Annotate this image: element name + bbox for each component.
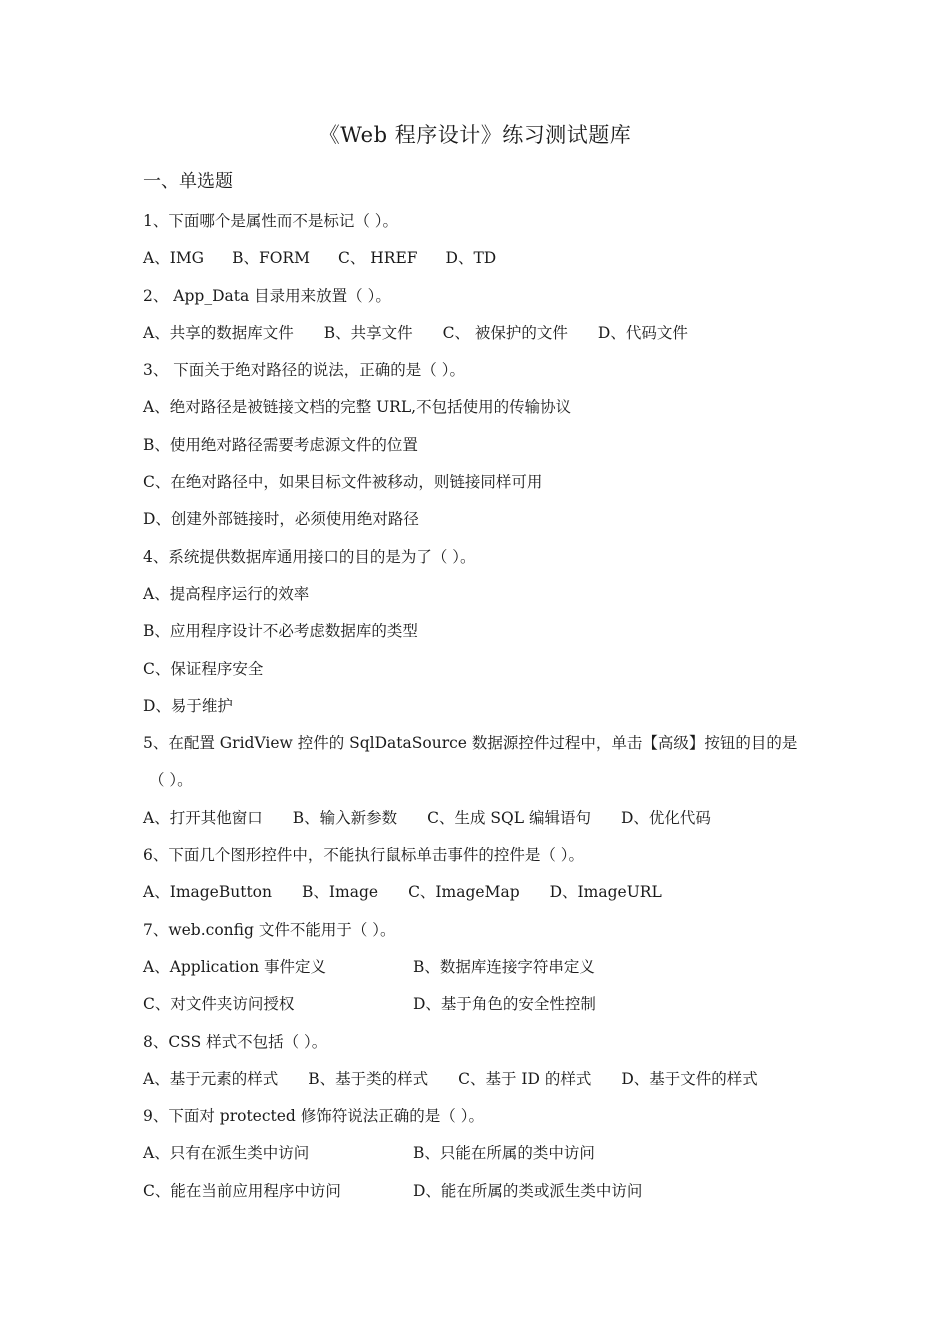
question-7-options-row-1 — [143, 953, 823, 990]
question-6-options — [143, 878, 823, 915]
option-a: A、共享的数据库文件 — [143, 323, 294, 342]
option-d: D、基于文件的样式 — [621, 1069, 758, 1088]
question-9-options-row-2 — [143, 1177, 823, 1214]
question-7-stem: 7、web.config 文件不能用于（ ）。 — [143, 920, 396, 939]
question-5-stem-continuation: （ ）。 — [149, 771, 193, 790]
question-3-option-a: A、绝对路径是被链接文档的完整 URL,不包括使用的传输协议 — [143, 398, 572, 417]
option-b: B、数据库连接字符串定义 — [413, 957, 595, 976]
question-4-option-b: B、应用程序设计不必考虑数据库的类型 — [143, 622, 418, 641]
option-c: C、生成 SQL 编辑语句 — [427, 808, 591, 827]
option-b: B、输入新参数 — [292, 808, 398, 827]
option-d: D、优化代码 — [620, 808, 711, 827]
question-3-option-d: D、创建外部链接时，必须使用绝对路径 — [143, 510, 419, 529]
question-7-options-row-2 — [143, 990, 823, 1027]
option-c: C、对文件夹访问授权 — [143, 995, 295, 1014]
option-a: A、打开其他窗口 — [143, 808, 263, 827]
question-5-stem: 5、在配置 GridView 控件的 SqlDataSource 数据源控件过程中，单击【高级】按钮的目的是 — [143, 734, 798, 753]
question-4-stem: 4、系统提供数据库通用接口的目的是为了（ ）。 — [143, 547, 476, 566]
question-6-stem: 6、下面几个图形控件中，不能执行鼠标单击事件的控件是（ ）。 — [143, 846, 585, 865]
question-8-options — [143, 1065, 823, 1102]
option-a: A、基于元素的样式 — [143, 1069, 279, 1088]
option-b: B、共享文件 — [323, 323, 413, 342]
option-d: D、代码文件 — [597, 323, 688, 342]
option-a: A、Application 事件定义 — [143, 957, 326, 976]
question-9-options-row-1 — [143, 1139, 823, 1176]
question-list — [143, 207, 823, 1214]
section-heading-single-choice: 一、单选题 — [143, 171, 233, 192]
question-4-option-c: C、保证程序安全 — [143, 659, 264, 678]
option-b: B、FORM — [232, 249, 310, 268]
document-title: 《Web 程序设计》练习测试题库 — [318, 123, 632, 147]
option-a: A、ImageButton — [143, 883, 272, 902]
question-4-option-a: A、提高程序运行的效率 — [143, 584, 310, 603]
option-d: D、ImageURL — [549, 883, 662, 902]
option-c: C、基于 ID 的样式 — [458, 1069, 592, 1088]
question-2-options — [143, 319, 823, 356]
option-a: A、只有在派生类中访问 — [143, 1144, 310, 1163]
question-3-stem: 3、 下面关于绝对路径的说法，正确的是（ ）。 — [143, 361, 465, 380]
option-b: B、基于类的样式 — [308, 1069, 429, 1088]
question-8-stem: 8、CSS 样式不包括（ ）。 — [143, 1032, 328, 1051]
question-3-option-c: C、在绝对路径中，如果目标文件被移动，则链接同样可用 — [143, 473, 543, 492]
option-d: D、基于角色的安全性控制 — [413, 995, 596, 1014]
option-c: C、 HREF — [337, 249, 418, 268]
question-9-stem: 9、下面对 protected 修饰符说法正确的是（ ）。 — [143, 1107, 484, 1126]
option-d: D、TD — [445, 249, 497, 268]
option-c: C、能在当前应用程序中访问 — [143, 1181, 341, 1200]
question-4-option-d: D、易于维护 — [143, 696, 233, 715]
question-1-stem: 1、下面哪个是属性而不是标记（ ）。 — [143, 212, 399, 230]
question-1-options — [143, 244, 823, 281]
option-a: A、IMG — [143, 249, 205, 268]
option-b: B、Image — [302, 883, 379, 902]
option-c: C、 被保护的文件 — [442, 323, 568, 342]
question-3-option-b: B、使用绝对路径需要考虑源文件的位置 — [143, 435, 418, 454]
option-b: B、只能在所属的类中访问 — [413, 1144, 595, 1163]
question-5-options — [143, 804, 823, 841]
option-d: D、能在所属的类或派生类中访问 — [413, 1181, 643, 1200]
option-c: C、ImageMap — [408, 883, 520, 902]
question-2-stem: 2、 App_Data 目录用来放置（ ）。 — [143, 286, 391, 305]
